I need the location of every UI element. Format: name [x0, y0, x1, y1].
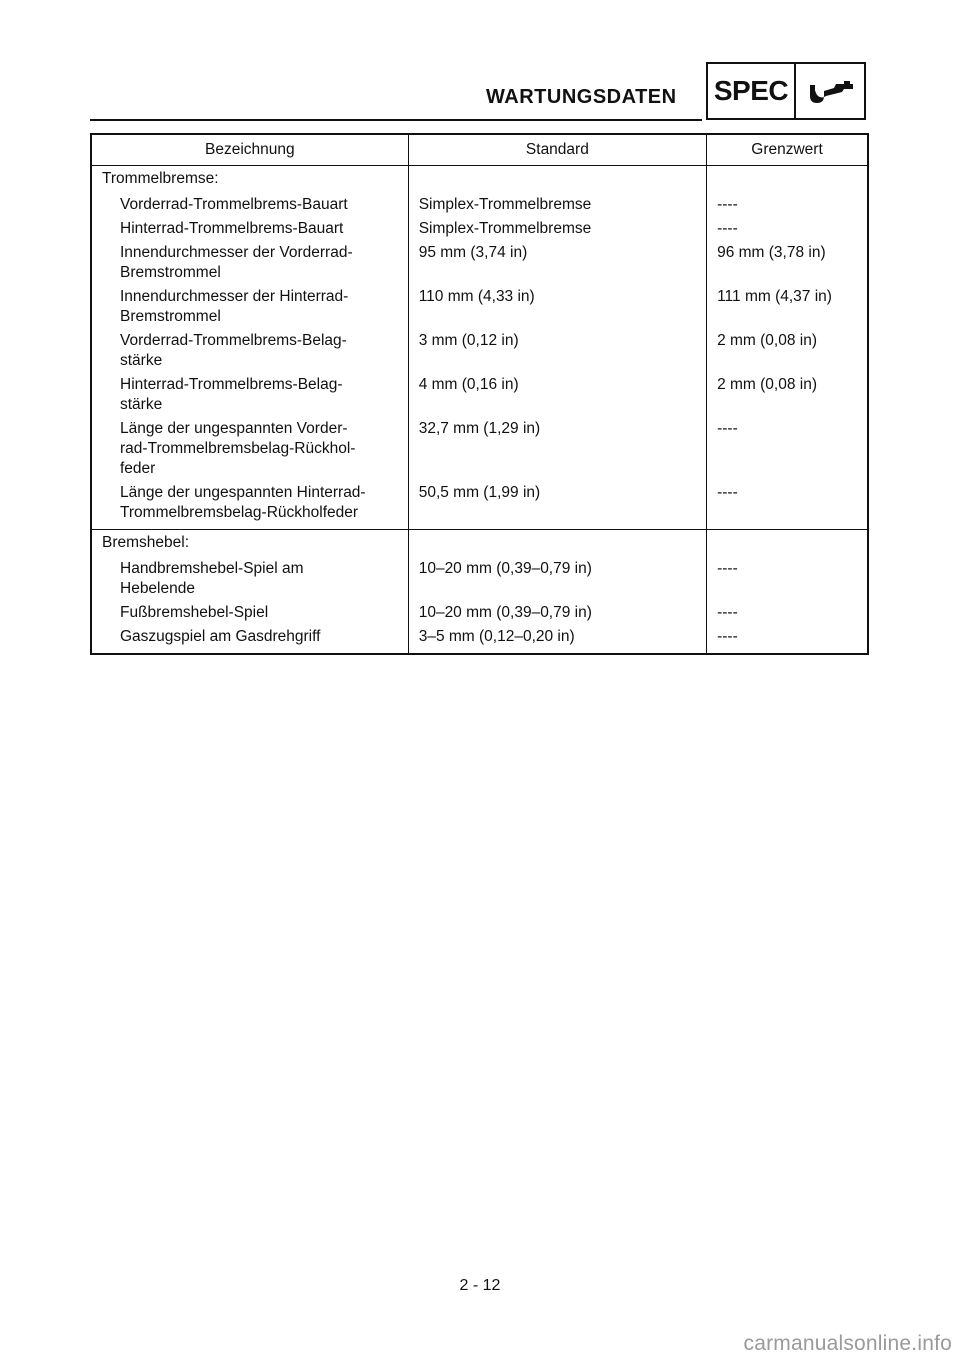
group-header-row [91, 166, 868, 196]
empty-cell [707, 530, 868, 560]
table-row [91, 375, 868, 419]
name: Länge der ungespannten Hinterrad- Trommelbremsbelag-Rückholfeder [120, 484, 366, 521]
name: Fußbremshebel-Spiel [120, 604, 269, 621]
spec-label: SPEC [708, 64, 796, 118]
limit-value: ---- [707, 559, 868, 603]
spec-badge [706, 62, 866, 120]
standard-value: 10–20 mm (0,39–0,79 in) [408, 603, 706, 627]
table-body [91, 166, 868, 655]
table-row [91, 603, 868, 627]
group-label: Trommelbremse: [102, 170, 219, 187]
standard-value: 110 mm (4,33 in) [408, 287, 706, 331]
name: Vorderrad-Trommelbrems-Belag- stärke [120, 332, 347, 369]
limit-value: 2 mm (0,08 in) [707, 331, 868, 375]
standard-value: 10–20 mm (0,39–0,79 in) [408, 559, 706, 603]
table-row [91, 331, 868, 375]
standard-value: 50,5 mm (1,99 in) [408, 483, 706, 530]
name: Handbremshebel-Spiel am Hebelende [120, 560, 304, 597]
section-title: WARTUNGSDATEN [486, 86, 677, 108]
page-number: 2 - 12 [459, 1277, 501, 1294]
name: Länge der ungespannten Vorder- rad-Trommelbremsbelag-Rückhol- feder [120, 420, 356, 477]
empty-cell [408, 530, 706, 560]
limit-value: ---- [707, 195, 868, 219]
group-label: Bremshebel: [91, 530, 408, 560]
group-header-row [91, 530, 868, 560]
table-row [91, 287, 868, 331]
standard-value: 4 mm (0,16 in) [408, 375, 706, 419]
standard-value: 32,7 mm (1,29 in) [408, 419, 706, 483]
limit-value: ---- [707, 219, 868, 243]
table-row [91, 195, 868, 219]
table-row [91, 243, 868, 287]
empty-cell [707, 166, 868, 196]
watermark: carmanualsonline.info [743, 1332, 952, 1355]
limit-value: 111 mm (4,37 in) [707, 287, 868, 331]
table-header-row [91, 134, 868, 166]
table-row [91, 483, 868, 530]
name: Gaszugspiel am Gasdrehgriff [120, 628, 321, 645]
wrench-icon [796, 64, 864, 118]
standard-value: 3–5 mm (0,12–0,20 in) [408, 627, 706, 654]
standard-value: Simplex-Trommelbremse [408, 195, 706, 219]
standard-value: 3 mm (0,12 in) [408, 331, 706, 375]
limit-value: ---- [707, 419, 868, 483]
header-rule [90, 119, 702, 121]
name: Innendurchmesser der Hinterrad- Bremstrommel [120, 288, 349, 325]
limit-value: ---- [707, 603, 868, 627]
limit-value: 2 mm (0,08 in) [707, 375, 868, 419]
limit-value: ---- [707, 627, 868, 654]
name: Vorderrad-Trommelbrems-Bauart [120, 196, 348, 213]
table-row [91, 559, 868, 603]
table-row [91, 419, 868, 483]
column-header: Bezeichnung [91, 134, 408, 166]
column-header: Standard [408, 134, 706, 166]
name: Hinterrad-Trommelbrems-Bauart [120, 220, 344, 237]
name: Hinterrad-Trommelbrems-Belag- stärke [120, 376, 343, 413]
standard-value: Simplex-Trommelbremse [408, 219, 706, 243]
column-header: Grenzwert [707, 134, 868, 166]
limit-value: 96 mm (3,78 in) [707, 243, 868, 287]
name: Innendurchmesser der Vorderrad- Bremstrommel [120, 244, 353, 281]
empty-cell [408, 166, 706, 196]
spec-table [90, 133, 869, 655]
table-row [91, 627, 868, 654]
table-row [91, 219, 868, 243]
limit-value: ---- [707, 483, 868, 530]
standard-value: 95 mm (3,74 in) [408, 243, 706, 287]
